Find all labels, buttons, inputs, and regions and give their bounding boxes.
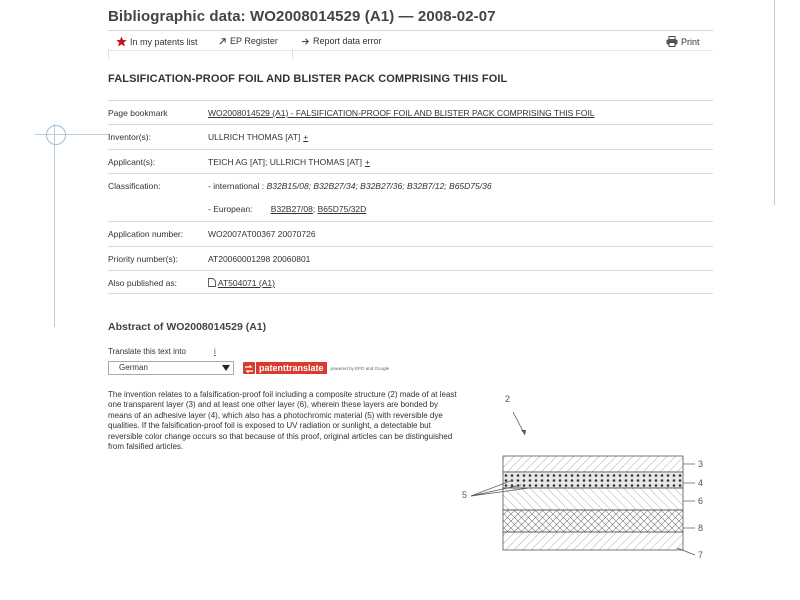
inventors-value: ULLRICH THOMAS [AT]	[208, 132, 301, 143]
language-select[interactable]	[108, 361, 234, 375]
figure-label-2: 2	[505, 394, 511, 404]
also-published-row	[108, 270, 713, 294]
layer-6	[503, 488, 683, 510]
bookmark-label: Page bookmark	[108, 108, 168, 118]
language-select-value: German	[119, 363, 148, 372]
info-icon[interactable]: i	[214, 347, 216, 356]
inventors-row	[108, 124, 713, 148]
european-class-link-1[interactable]: B32B27/08	[270, 204, 313, 215]
application-number-row	[108, 221, 713, 245]
patent-drawing-svg	[455, 388, 725, 578]
powered-by-text: powered by EPO and Google	[330, 365, 390, 371]
abstract-text: The invention relates to a falsification-proof foil including a composite structure (2) made of at least one transparent layer (3) and at least one other layer (6), wherein these layers are bonded by means of an adhesive layer (4), which also has a photochromic material (5) with reversible dye qualities. If the falsification-proof foil is exposed to UV radiation or sunlight, a detectable but reversible color change occurs so that because of this proof, original articles can be distinguished from falsified articles.	[108, 390, 457, 452]
bookmark-row	[108, 100, 713, 124]
page-title: Bibliographic data: WO2008014529 (A1) — 2008-02-07	[108, 8, 496, 25]
priority-number-value: AT20060001298 20060801	[208, 253, 311, 264]
report-error-link[interactable]	[301, 36, 382, 46]
chevron-down-icon	[222, 365, 230, 371]
toolbar	[108, 36, 713, 50]
report-error-label: Report data error	[313, 36, 382, 46]
decorative-guide-line	[774, 0, 775, 205]
applicants-label: Applicant(s):	[108, 156, 156, 167]
european-class-label: - European:	[208, 204, 253, 215]
european-class-row: - European: B32B27/08; B65D75/32D	[208, 204, 367, 215]
patenttranslate-icon	[243, 362, 255, 374]
document-title: FALSIFICATION-PROOF FOIL AND BLISTER PACK COMPRISING THIS FOIL	[108, 73, 508, 85]
title-divider	[108, 30, 713, 31]
print-button[interactable]	[666, 36, 700, 47]
document-icon	[208, 278, 216, 287]
application-number-value: WO2007AT00367 20070726	[208, 229, 316, 240]
patents-list-link[interactable]	[116, 36, 198, 47]
bookmark-link[interactable]: WO2008014529 (A1) - FALSIFICATION-PROOF FOIL AND BLISTER PACK COMPRISING THIS FOIL	[208, 108, 595, 118]
print-label: Print	[681, 36, 700, 47]
ep-register-link[interactable]	[218, 36, 278, 46]
patenttranslate-button[interactable]	[243, 361, 389, 375]
classification-row	[108, 173, 713, 197]
patenttranslate-label: patenttranslate	[256, 362, 327, 374]
application-number-label: Application number:	[108, 229, 184, 240]
arrow-right-icon	[301, 37, 310, 46]
european-class-link-2[interactable]: B65D75/32D	[317, 204, 367, 215]
also-published-label: Also published as:	[108, 278, 177, 289]
applicants-expand-button[interactable]: +	[364, 156, 370, 167]
layer-3	[503, 456, 683, 472]
external-link-icon	[218, 37, 227, 46]
figure-label-4: 4	[698, 478, 704, 488]
figure-label-8: 8	[698, 523, 704, 533]
inventors-label: Inventor(s):	[108, 132, 151, 143]
layer-7	[503, 532, 683, 550]
printer-icon	[666, 36, 678, 47]
patent-drawing	[455, 388, 725, 583]
classification-label: Classification:	[108, 180, 161, 191]
also-published-link[interactable]: AT504071 (A1)	[217, 278, 275, 289]
figure-label-6: 6	[698, 496, 704, 506]
international-class-value: B32B15/08; B32B27/34; B32B27/36; B32B7/12; B65D75/36	[266, 180, 492, 191]
priority-number-label: Priority number(s):	[108, 253, 178, 264]
figure-label-5: 5	[462, 490, 468, 500]
toolbar-divider	[108, 50, 713, 51]
applicants-value: TEICH AG [AT]; ULLRICH THOMAS [AT]	[208, 156, 362, 167]
layer-8	[503, 510, 683, 532]
translate-label: Translate this text into	[108, 347, 186, 356]
international-class-label: - international :	[208, 180, 265, 191]
applicants-row	[108, 149, 713, 173]
bibliographic-table	[108, 100, 713, 294]
toolbar-tick	[292, 49, 293, 59]
star-icon	[116, 36, 127, 47]
decorative-guide-line	[54, 124, 55, 327]
inventors-expand-button[interactable]: +	[303, 132, 309, 143]
abstract-heading: Abstract of WO2008014529 (A1)	[108, 321, 267, 333]
priority-number-row	[108, 246, 713, 270]
patents-list-label: In my patents list	[130, 36, 198, 47]
figure-label-3: 3	[698, 459, 704, 469]
figure-label-7: 7	[698, 550, 704, 560]
decorative-guide-circle	[46, 125, 66, 145]
toolbar-tick	[108, 49, 109, 59]
ep-register-label: EP Register	[230, 36, 278, 46]
